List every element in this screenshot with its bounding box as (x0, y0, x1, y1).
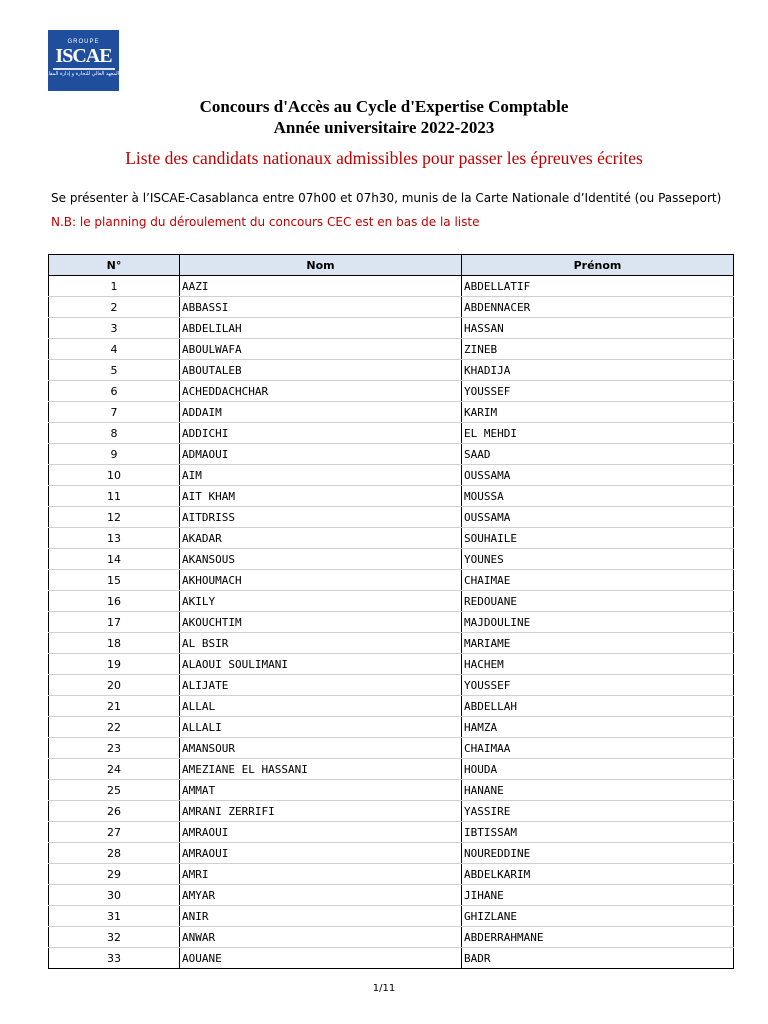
table-row (49, 423, 734, 444)
cell-prenom: HANANE (462, 780, 734, 801)
cell-nom: ALIJATE (180, 675, 462, 696)
cell-nom: AKADAR (180, 528, 462, 549)
cell-prenom: ABDELKARIM (462, 864, 734, 885)
cell-prenom: SAAD (462, 444, 734, 465)
page-number: 1/11 (372, 983, 396, 994)
page-title: Concours d'Accès au Cycle d'Expertise Comptable (199, 97, 569, 116)
table-row (49, 402, 734, 423)
cell-number: 29 (49, 864, 180, 885)
cell-number: 33 (49, 948, 180, 969)
list-subtitle: Liste des candidats nationaux admissibles pour passer les épreuves écrites (125, 148, 643, 168)
cell-prenom: ABDERRAHMANE (462, 927, 734, 948)
cell-prenom: CHAIMAA (462, 738, 734, 759)
cell-number: 2 (49, 297, 180, 318)
cell-prenom: YOUNES (462, 549, 734, 570)
cell-nom: ALLAL (180, 696, 462, 717)
cell-nom: AMYAR (180, 885, 462, 906)
table-row (49, 696, 734, 717)
cell-nom: AMANSOUR (180, 738, 462, 759)
cell-prenom: JIHANE (462, 885, 734, 906)
table-header-row (49, 255, 734, 276)
table-row (49, 360, 734, 381)
table-row (49, 927, 734, 948)
cell-number: 23 (49, 738, 180, 759)
cell-number: 27 (49, 822, 180, 843)
table-row (49, 591, 734, 612)
cell-prenom: ABDELLATIF (462, 276, 734, 297)
table-row (49, 318, 734, 339)
cell-prenom: NOUREDDINE (462, 843, 734, 864)
cell-number: 6 (49, 381, 180, 402)
cell-prenom: OUSSAMA (462, 465, 734, 486)
table-row (49, 381, 734, 402)
table-row (49, 528, 734, 549)
iscae-logo (38, 30, 119, 91)
table-row (49, 570, 734, 591)
table-row (49, 675, 734, 696)
cell-number: 5 (49, 360, 180, 381)
cell-prenom: YOUSSEF (462, 675, 734, 696)
cell-prenom: MAJDOULINE (462, 612, 734, 633)
cell-nom: AOUANE (180, 948, 462, 969)
table-row (49, 465, 734, 486)
candidates-table (48, 254, 734, 969)
table-row (49, 612, 734, 633)
cell-nom: ALLALI (180, 717, 462, 738)
cell-nom: ANIR (180, 906, 462, 927)
cell-number: 24 (49, 759, 180, 780)
table-row (49, 948, 734, 969)
column-header-prenom: Prénom (462, 255, 734, 276)
cell-number: 16 (49, 591, 180, 612)
cell-prenom: YASSIRE (462, 801, 734, 822)
cell-prenom: HOUDA (462, 759, 734, 780)
cell-number: 15 (49, 570, 180, 591)
cell-number: 4 (49, 339, 180, 360)
table-row (49, 780, 734, 801)
table-row (49, 822, 734, 843)
planning-note: N.B: le planning du déroulement du concours CEC est en bas de la liste (51, 215, 480, 229)
cell-number: 28 (49, 843, 180, 864)
cell-nom: ADDAIM (180, 402, 462, 423)
cell-nom: ANWAR (180, 927, 462, 948)
cell-number: 25 (49, 780, 180, 801)
cell-number: 14 (49, 549, 180, 570)
cell-prenom: OUSSAMA (462, 507, 734, 528)
cell-prenom: EL MEHDI (462, 423, 734, 444)
cell-nom: ABDELILAH (180, 318, 462, 339)
cell-number: 31 (49, 906, 180, 927)
cell-prenom: MARIAME (462, 633, 734, 654)
cell-nom: ADMAOUI (180, 444, 462, 465)
cell-number: 1 (49, 276, 180, 297)
cell-number: 11 (49, 486, 180, 507)
table-row (49, 717, 734, 738)
logo-arabic-text: المعهد العالي للتجارة و إدارة المقاولات (38, 71, 119, 77)
logo-brand-text: ISCAE (55, 45, 112, 67)
cell-number: 8 (49, 423, 180, 444)
cell-nom: AKOUCHTIM (180, 612, 462, 633)
cell-prenom: HACHEM (462, 654, 734, 675)
column-header-nom: Nom (180, 255, 462, 276)
column-header-number: N° (49, 255, 180, 276)
cell-prenom: BADR (462, 948, 734, 969)
instructions-text: Se présenter à l’ISCAE-Casablanca entre 07h00 et 07h30, munis de la Carte Nationale d’Identité (ou Passeport) (51, 191, 722, 205)
cell-number: 7 (49, 402, 180, 423)
table-row (49, 906, 734, 927)
table-row (49, 654, 734, 675)
cell-nom: ADDICHI (180, 423, 462, 444)
cell-prenom: KARIM (462, 402, 734, 423)
cell-number: 20 (49, 675, 180, 696)
cell-nom: AIT KHAM (180, 486, 462, 507)
cell-nom: ABBASSI (180, 297, 462, 318)
table-row (49, 885, 734, 906)
table-row (49, 276, 734, 297)
cell-nom: AITDRISS (180, 507, 462, 528)
cell-number: 19 (49, 654, 180, 675)
cell-number: 17 (49, 612, 180, 633)
table-row (49, 864, 734, 885)
cell-nom: AMRAOUI (180, 843, 462, 864)
cell-number: 10 (49, 465, 180, 486)
cell-prenom: YOUSSEF (462, 381, 734, 402)
cell-prenom: SOUHAILE (462, 528, 734, 549)
cell-nom: AAZI (180, 276, 462, 297)
cell-prenom: HAMZA (462, 717, 734, 738)
cell-nom: AMEZIANE EL HASSANI (180, 759, 462, 780)
cell-prenom: REDOUANE (462, 591, 734, 612)
cell-nom: ABOULWAFA (180, 339, 462, 360)
cell-nom: AMRI (180, 864, 462, 885)
table-row (49, 444, 734, 465)
cell-nom: ALAOUI SOULIMANI (180, 654, 462, 675)
table-row (49, 297, 734, 318)
cell-prenom: IBTISSAM (462, 822, 734, 843)
table-row (49, 759, 734, 780)
cell-number: 13 (49, 528, 180, 549)
cell-prenom: GHIZLANE (462, 906, 734, 927)
table-row (49, 507, 734, 528)
cell-number: 22 (49, 717, 180, 738)
table-row (49, 801, 734, 822)
cell-prenom: HASSAN (462, 318, 734, 339)
cell-nom: AKILY (180, 591, 462, 612)
cell-prenom: ABDELLAH (462, 696, 734, 717)
cell-number: 12 (49, 507, 180, 528)
table-body (49, 276, 734, 969)
cell-prenom: KHADIJA (462, 360, 734, 381)
table-row (49, 549, 734, 570)
cell-prenom: MOUSSA (462, 486, 734, 507)
table-row (49, 486, 734, 507)
cell-nom: AKHOUMACH (180, 570, 462, 591)
cell-number: 9 (49, 444, 180, 465)
cell-nom: ABOUTALEB (180, 360, 462, 381)
cell-number: 26 (49, 801, 180, 822)
table-row (49, 738, 734, 759)
cell-prenom: ZINEB (462, 339, 734, 360)
cell-number: 21 (49, 696, 180, 717)
cell-nom: AL BSIR (180, 633, 462, 654)
cell-prenom: CHAIMAE (462, 570, 734, 591)
cell-number: 32 (49, 927, 180, 948)
cell-nom: ACHEDDACHCHAR (180, 381, 462, 402)
cell-nom: AMMAT (180, 780, 462, 801)
table-row (49, 843, 734, 864)
logo-group-text: GROUPE (67, 39, 100, 45)
table-row (49, 633, 734, 654)
table-row (49, 339, 734, 360)
cell-number: 18 (49, 633, 180, 654)
cell-nom: AMRAOUI (180, 822, 462, 843)
cell-nom: AKANSOUS (180, 549, 462, 570)
cell-number: 30 (49, 885, 180, 906)
cell-nom: AIM (180, 465, 462, 486)
cell-number: 3 (49, 318, 180, 339)
cell-nom: AMRANI ZERRIFI (180, 801, 462, 822)
cell-prenom: ABDENNACER (462, 297, 734, 318)
academic-year: Année universitaire 2022-2023 (273, 118, 495, 137)
